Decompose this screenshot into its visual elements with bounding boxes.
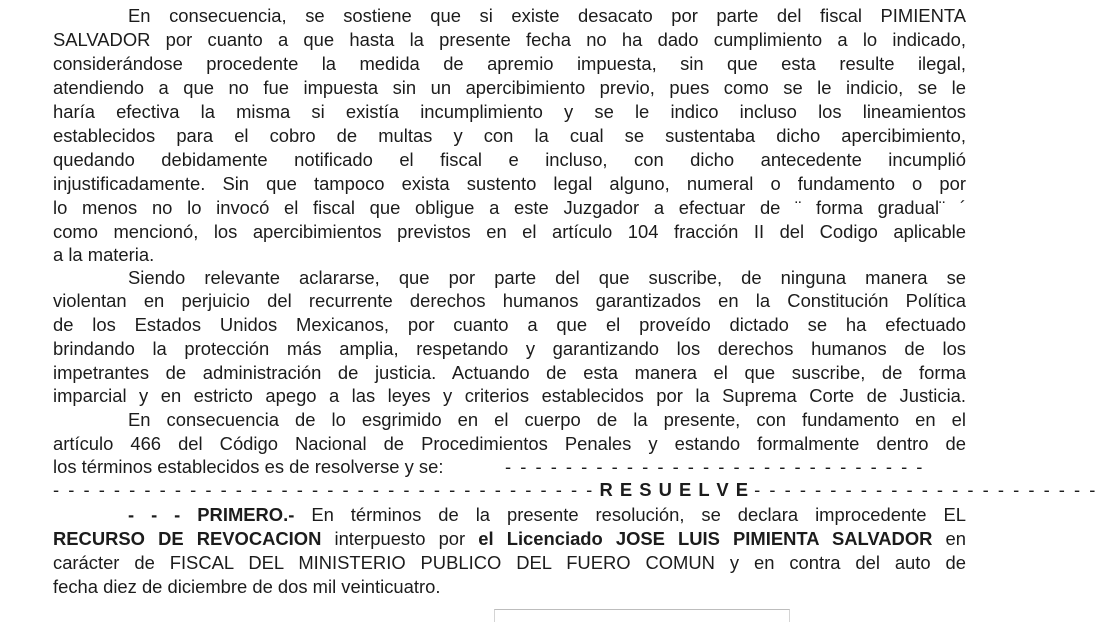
text-span: en <box>932 528 966 549</box>
text-line: SALVADOR por cuanto a que hasta la presente fecha no ha dado cumplimiento a lo indicado, <box>53 29 966 50</box>
lead-dashes: - - - <box>128 504 181 525</box>
licenciado-name: el Licenciado JOSE LUIS PIMIENTA SALVADOR <box>478 528 933 549</box>
dash-filler: - - - - - - - - - - - - - - - - - - - - - - - - - - - - - - - - - - - - <box>53 479 595 500</box>
text-line: Siendo relevante aclararse, que por parte del que suscribe, de ninguna manera se <box>128 267 966 288</box>
resolutive-point-line <box>53 527 966 551</box>
text-line: a la materia. <box>53 244 155 265</box>
text-line: como mencionó, los apercibimientos previstos en el artículo 104 fracción II del Codigo aplicable <box>53 221 966 242</box>
resuelve-row <box>53 478 1097 502</box>
text-line: de los Estados Unidos Mexicanos, por cuanto a que el proveído dictado se ha efectuado <box>53 314 966 335</box>
text-line: artículo 466 del Código Nacional de Procedimientos Penales y estando formalmente dentro de <box>53 433 966 454</box>
text-line: considerándose procedente la medida de apremio impuesta, sin que esta resulte ilegal, <box>53 53 966 74</box>
resuelve-heading: R E S U E L V E <box>599 479 749 500</box>
dash-filler: - - - - - - - - - - - - - - - - - - - - - - - - - - - - <box>505 456 925 477</box>
text-line: En consecuencia de lo esgrimido en el cuerpo de la presente, con fundamento en el <box>128 409 966 430</box>
text-line: lo menos no lo invocó el fiscal que obligue a este Juzgador a efectuar de ¨ forma gradual¨ ´ <box>53 197 966 218</box>
text-line: impetrantes de administración de justicia. Actuando de esta manera el que suscribe, de forma <box>53 362 966 383</box>
text-line: establecidos para el cobro de multas y con la cual se sustentaba dicho apercibimiento, <box>53 125 966 146</box>
resolutive-point-line <box>53 503 966 527</box>
text-line: haría efectiva la misma si existía incumplimiento y se le indico incluso los lineamientos <box>53 101 966 122</box>
text-line: imparcial y en estricto apego a las leyes y criterios establecidos por la Suprema Corte de Justicia. <box>53 385 966 406</box>
text-line: quedando debidamente notificado el fiscal e incluso, con dicho antecedente incumplió <box>53 149 966 170</box>
dash-filler: - - - - - - - - - - - - - - - - - - - - - - - <box>754 479 1097 500</box>
text-line: En consecuencia, se sostiene que si existe desacato por parte del fiscal PIMIENTA <box>128 5 966 26</box>
text-line: injustificadamente. Sin que tampoco exista sustento legal alguno, numeral o fundamento o por <box>53 173 966 194</box>
recurso-title: RECURSO DE REVOCACION <box>53 528 322 549</box>
text-span: En términos de la presente resolución, se declara improcedente EL <box>294 504 966 525</box>
text-line: atendiendo a que no fue impuesta sin un apercibimiento previo, pues como se le indicio, se le <box>53 77 966 98</box>
text-line: brindando la protección más amplia, respetando y garantizando los derechos humanos de los <box>53 338 966 359</box>
text-line: violentan en perjuicio del recurrente derechos humanos garantizados en la Constitución Política <box>53 290 966 311</box>
primero-heading: PRIMERO.- <box>197 504 295 525</box>
text-line: carácter de FISCAL DEL MINISTERIO PUBLICO DEL FUERO COMUN y en contra del auto de <box>53 552 966 573</box>
text-span: interpuesto por <box>321 528 479 549</box>
text-line: fecha diez de diciembre de dos mil veinticuatro. <box>53 576 441 597</box>
text-line: los términos establecidos es de resolverse y se: <box>53 456 444 477</box>
seal-box <box>494 609 790 622</box>
